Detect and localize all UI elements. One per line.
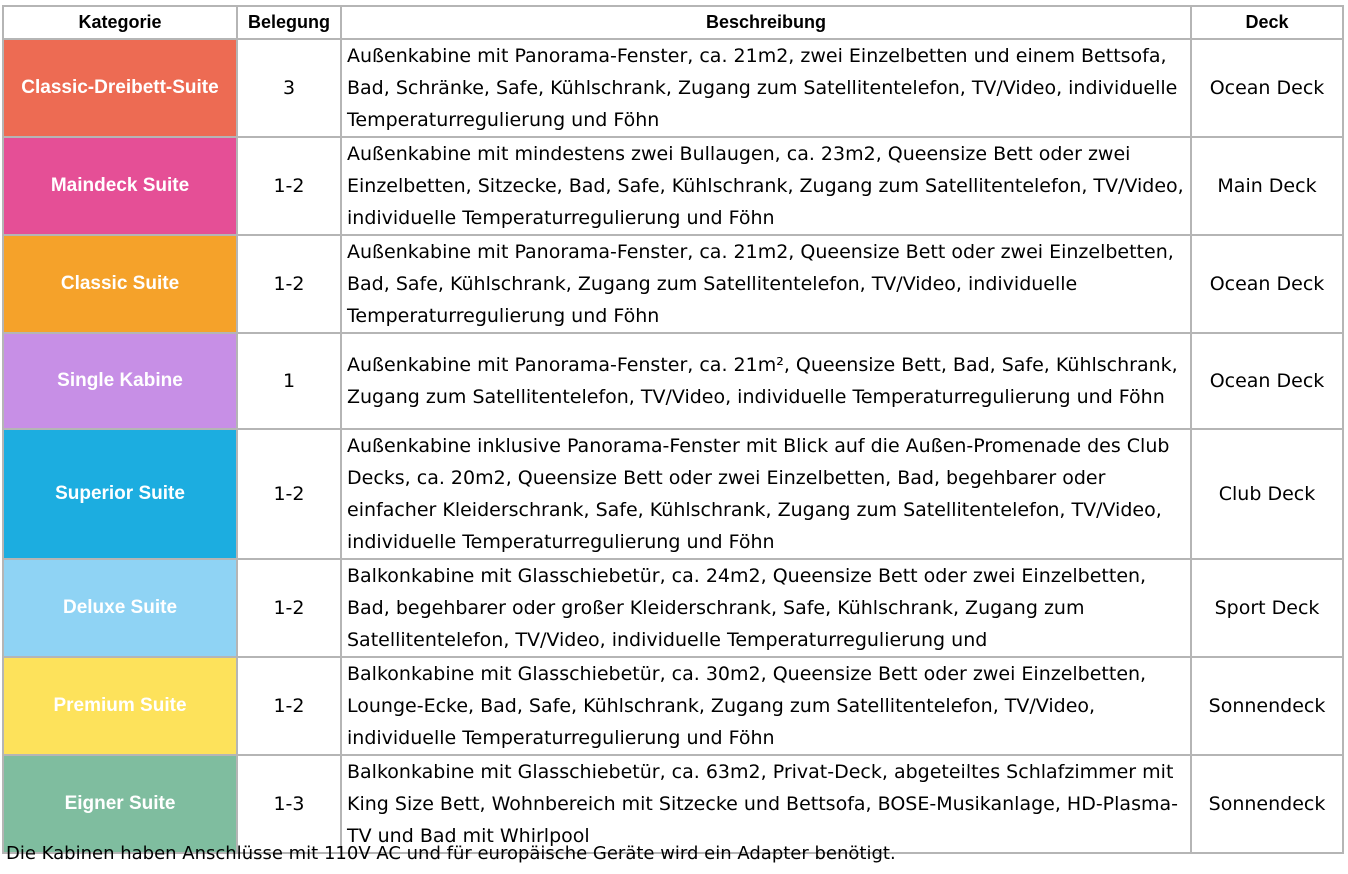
cabin-table xyxy=(2,5,1344,854)
table-row xyxy=(3,333,1343,429)
deck-cell: Main Deck xyxy=(1191,137,1343,235)
occupancy-cell: 1-3 xyxy=(237,755,341,853)
description-cell: Balkonkabine mit Glasschiebetür, ca. 24m2, Queensize Bett oder zwei Einzelbetten, Bad, begehbarer oder großer Kleiderschrank, Safe, Kühlschrank, Zugang zum Satellitentelefon, TV/Video, individuelle Temperaturregulierung und xyxy=(341,559,1191,657)
occupancy-cell: 1 xyxy=(237,333,341,429)
occupancy-cell: 3 xyxy=(237,39,341,137)
category-cell: Superior Suite xyxy=(3,429,237,559)
description-cell: Außenkabine mit Panorama-Fenster, ca. 21m2, zwei Einzelbetten und einem Bettsofa, Bad, Schränke, Safe, Kühlschrank, Zugang zum Satellitentelefon, TV/Video, individuelle Temperaturregulierung und Föhn xyxy=(341,39,1191,137)
deck-cell: Club Deck xyxy=(1191,429,1343,559)
category-cell: Maindeck Suite xyxy=(3,137,237,235)
cabin-table-wrapper xyxy=(2,5,1344,854)
category-cell: Premium Suite xyxy=(3,657,237,755)
deck-cell: Ocean Deck xyxy=(1191,235,1343,333)
description-cell: Balkonkabine mit Glasschiebetür, ca. 30m2, Queensize Bett oder zwei Einzelbetten, Lounge-Ecke, Bad, Safe, Kühlschrank, Zugang zum Satellitentelefon, TV/Video, individuelle Temperaturregulierung und Föhn xyxy=(341,657,1191,755)
occupancy-cell: 1-2 xyxy=(237,559,341,657)
occupancy-cell: 1-2 xyxy=(237,235,341,333)
table-row xyxy=(3,657,1343,755)
deck-cell: Sport Deck xyxy=(1191,559,1343,657)
occupancy-cell: 1-2 xyxy=(237,137,341,235)
header-category: Kategorie xyxy=(3,6,237,39)
header-description: Beschreibung xyxy=(341,6,1191,39)
deck-cell: Ocean Deck xyxy=(1191,39,1343,137)
footer-note: Die Kabinen haben Anschlüsse mit 110V AC und für europäische Geräte wird ein Adapter benötigt. xyxy=(6,843,896,864)
header-deck: Deck xyxy=(1191,6,1343,39)
description-cell: Außenkabine mit Panorama-Fenster, ca. 21m2, Queensize Bett oder zwei Einzelbetten, Bad, Safe, Kühlschrank, Zugang zum Satellitentelefon, TV/Video, individuelle Temperaturregulierung und Föhn xyxy=(341,235,1191,333)
table-row xyxy=(3,235,1343,333)
occupancy-cell: 1-2 xyxy=(237,657,341,755)
description-cell: Außenkabine mit mindestens zwei Bullaugen, ca. 23m2, Queensize Bett oder zwei Einzelbetten, Sitzecke, Bad, Safe, Kühlschrank, Zugang zum Satellitentelefon, TV/Video, individuelle Temperaturregulierung und Föhn xyxy=(341,137,1191,235)
table-row xyxy=(3,755,1343,853)
table-row xyxy=(3,39,1343,137)
category-cell: Deluxe Suite xyxy=(3,559,237,657)
description-cell: Außenkabine mit Panorama-Fenster, ca. 21m², Queensize Bett, Bad, Safe, Kühlschrank, Zugang zum Satellitentelefon, TV/Video, individuelle Temperaturregulierung und Föhn xyxy=(341,333,1191,429)
category-cell: Classic Suite xyxy=(3,235,237,333)
table-row xyxy=(3,137,1343,235)
deck-cell: Sonnendeck xyxy=(1191,755,1343,853)
category-cell: Eigner Suite xyxy=(3,755,237,853)
deck-cell: Sonnendeck xyxy=(1191,657,1343,755)
deck-cell: Ocean Deck xyxy=(1191,333,1343,429)
category-cell: Single Kabine xyxy=(3,333,237,429)
table-row xyxy=(3,559,1343,657)
description-cell: Außenkabine inklusive Panorama-Fenster mit Blick auf die Außen-Promenade des Club Decks, ca. 20m2, Queensize Bett oder zwei Einzelbetten, Bad, begehbarer oder einfacher Kleiderschrank, Safe, Kühlschrank, Zugang zum Satellitentelefon, TV/Video, individuelle Temperaturregulierung und Föhn xyxy=(341,429,1191,559)
description-cell: Balkonkabine mit Glasschiebetür, ca. 63m2, Privat-Deck, abgeteiltes Schlafzimmer mit King Size Bett, Wohnbereich mit Sitzecke und Bettsofa, BOSE-Musikanlage, HD-Plasma-TV und Bad mit Whirlpool xyxy=(341,755,1191,853)
header-row xyxy=(3,6,1343,39)
table-row xyxy=(3,429,1343,559)
header-occupancy: Belegung xyxy=(237,6,341,39)
category-cell: Classic-Dreibett-Suite xyxy=(3,39,237,137)
occupancy-cell: 1-2 xyxy=(237,429,341,559)
